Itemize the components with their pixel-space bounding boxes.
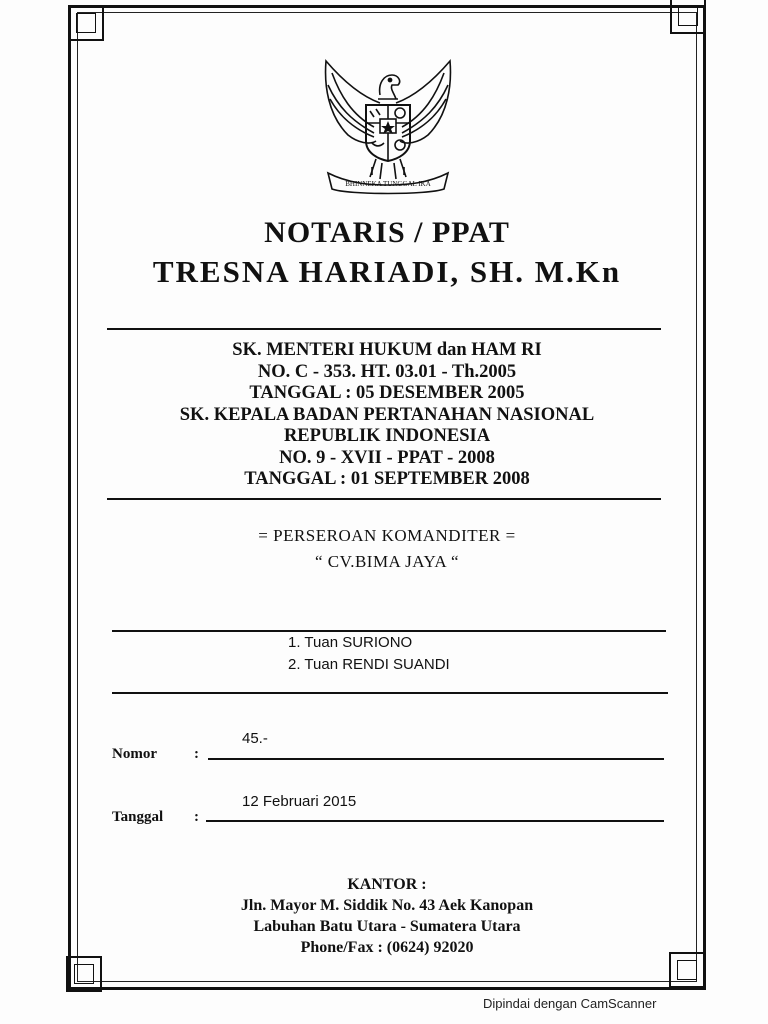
nomor-fill-line <box>208 758 664 760</box>
sk-line: SK. MENTERI HUKUM dan HAM RI <box>232 340 542 360</box>
party-item: 2. Tuan RENDI SUANDI <box>288 656 450 673</box>
company-name: “ CV.BIMA JAYA “ <box>314 552 460 571</box>
corner-ornament-bottom-left <box>66 956 102 992</box>
sk-line: NO. C - 353. HT. 03.01 - Th.2005 <box>257 361 517 382</box>
tanggal-label: Tanggal <box>112 809 164 825</box>
deed-type: = PERSEROAN KOMANDITER = <box>258 526 516 545</box>
office-block <box>80 874 694 958</box>
office-address-line: Jln. Mayor M. Siddik No. 43 Aek Kanopan <box>240 897 534 914</box>
sk-decree-block <box>80 340 694 491</box>
party-item: 1. Tuan SURIONO <box>288 634 413 651</box>
nomor-colon: : <box>194 746 199 762</box>
notary-name: TRESNA HARIADI, SH. M.Kn <box>152 254 622 289</box>
document-title: NOTARIS / PPAT <box>264 216 510 249</box>
parties-list <box>288 632 450 676</box>
sk-line: TANGGAL : 01 SEPTEMBER 2008 <box>244 469 530 489</box>
tanggal-colon: : <box>194 809 199 825</box>
divider-line <box>112 692 668 694</box>
divider-line <box>107 498 661 500</box>
sk-line: REPUBLIK INDONESIA <box>283 426 491 446</box>
office-phone: Phone/Fax : (0624) 92020 <box>300 939 474 956</box>
emblem-motto: BHINNEKA TUNGGAL IKA <box>345 180 431 188</box>
nomor-label: Nomor <box>112 746 157 762</box>
office-address-line: Labuhan Batu Utara - Sumatera Utara <box>253 918 521 935</box>
sk-line: TANGGAL : 05 DESEMBER 2005 <box>249 383 525 403</box>
nomor-value: 45.- <box>242 730 268 747</box>
tanggal-value: 12 Februari 2015 <box>242 793 357 810</box>
garuda-emblem-icon <box>318 55 458 195</box>
scanner-watermark: Dipindai dengan CamScanner <box>483 996 657 1011</box>
office-heading: KANTOR : <box>347 876 427 893</box>
corner-ornament-top-right <box>670 0 706 34</box>
tanggal-fill-line <box>206 820 664 822</box>
corner-ornament-top-left <box>68 5 104 41</box>
sk-line: NO. 9 - XVII - PPAT - 2008 <box>279 447 495 468</box>
divider-line <box>107 328 661 330</box>
sk-line: SK. KEPALA BADAN PERTANAHAN NASIONAL <box>179 404 595 425</box>
